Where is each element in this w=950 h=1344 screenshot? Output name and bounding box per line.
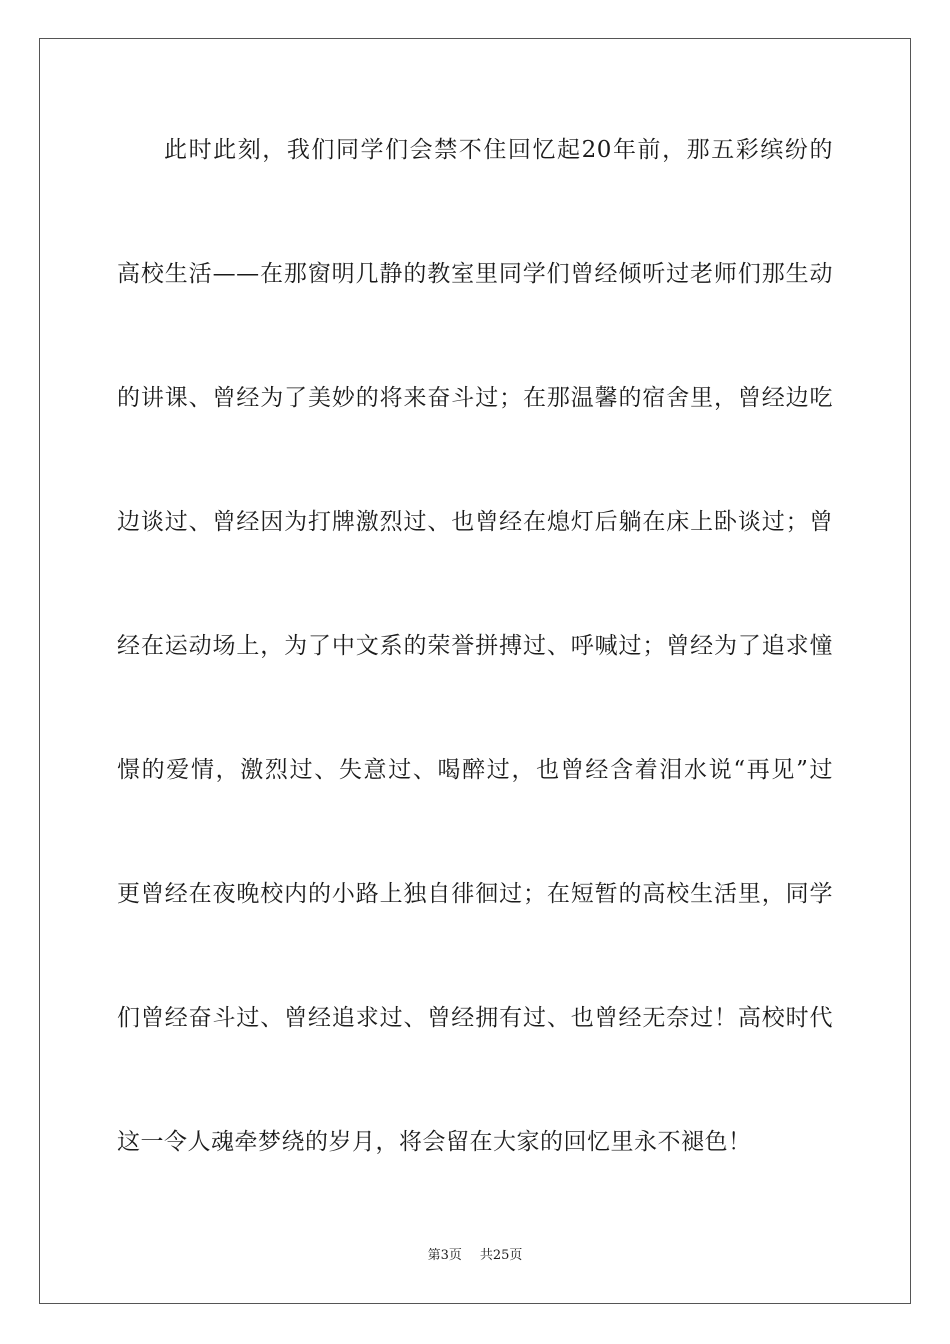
page-total: 共25页: [479, 1248, 523, 1263]
page-number: 第3页: [427, 1248, 462, 1263]
paragraph-line: 这一令人魂牵梦绕的岁月，将会留在大家的回忆里永不褪色！: [117, 1129, 752, 1155]
paragraph-line: 更曾经在夜晚校内的小路上独自徘徊过；在短暂的高校生活里，同学: [117, 881, 833, 907]
paragraph-line: 憬的爱情，激烈过、失意过、喝醉过，也曾经含着泪水说“再见”过: [117, 757, 833, 783]
paragraph-line: 的讲课、曾经为了美妙的将来奋斗过；在那温馨的宿舍里，曾经边吃: [117, 385, 833, 411]
paragraph-line: 边谈过、曾经因为打牌激烈过、也曾经在熄灯后躺在床上卧谈过；曾: [117, 509, 833, 535]
paragraph-line: 此时此刻，我们同学们会禁不住回忆起20年前，那五彩缤纷的: [164, 137, 833, 163]
page-footer: [0, 1246, 950, 1266]
page-border: [39, 38, 911, 1304]
paragraph-line: 高校生活——在那窗明几静的教室里同学们曾经倾听过老师们那生动: [117, 261, 833, 287]
paragraph-line: 经在运动场上，为了中文系的荣誉拼搏过、呼喊过；曾经为了追求憧: [117, 633, 833, 659]
paragraph-line: 们曾经奋斗过、曾经追求过、曾经拥有过、也曾经无奈过！高校时代: [117, 1005, 833, 1031]
